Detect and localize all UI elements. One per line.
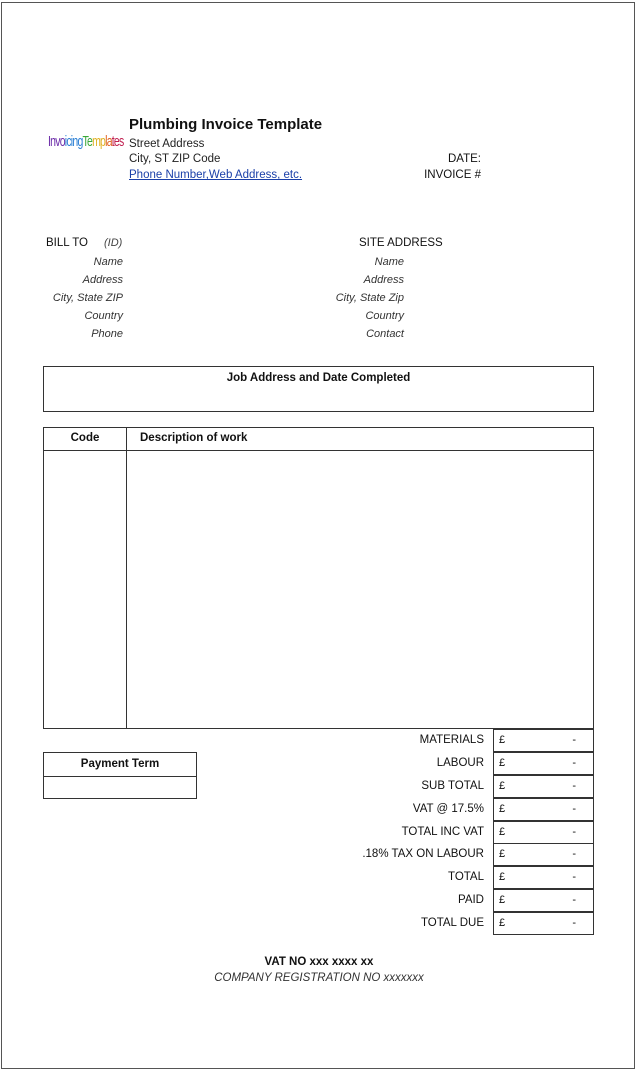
totals-value-cell[interactable] — [493, 821, 594, 844]
totals-row-paid — [300, 889, 594, 912]
totals-label: LABOUR — [436, 756, 484, 769]
invoice-title: Plumbing Invoice Template — [129, 116, 323, 133]
totals-value: - — [572, 917, 576, 930]
totals-value: - — [572, 756, 576, 769]
totals-value-cell[interactable] — [493, 912, 594, 935]
company-registration: COMPANY REGISTRATION NO xxxxxxx — [214, 972, 424, 984]
site-name: Name — [374, 256, 404, 268]
totals-value-cell[interactable] — [493, 729, 594, 752]
totals-label: TOTAL DUE — [420, 917, 484, 930]
currency-symbol: £ — [499, 917, 506, 930]
company-logo — [48, 128, 124, 156]
totals-label: PAID — [458, 894, 484, 907]
currency-symbol: £ — [499, 756, 506, 769]
totals-value: - — [572, 848, 576, 861]
currency-symbol: £ — [499, 779, 506, 792]
bill-to-title: BILL TO — [46, 237, 88, 249]
currency-symbol: £ — [499, 848, 506, 861]
totals-row-materials — [300, 729, 594, 752]
totals-row-subtotal — [300, 775, 594, 798]
logo-text: InvoicingTemplates — [48, 133, 124, 150]
totals-value-cell[interactable] — [493, 843, 594, 866]
date-label: DATE: — [447, 153, 481, 165]
site-country: Country — [365, 310, 404, 322]
currency-symbol: £ — [499, 734, 506, 746]
totals-row-tax-on-labour — [300, 843, 594, 866]
bill-to-country: Country — [84, 310, 123, 322]
site-address-fields — [336, 255, 404, 345]
totals-value-cell[interactable] — [493, 752, 594, 775]
totals-value: - — [572, 734, 576, 746]
payment-term-title: Payment Term — [44, 753, 196, 777]
site-address: Address — [363, 274, 404, 286]
currency-symbol: £ — [499, 871, 506, 884]
column-divider — [126, 428, 127, 728]
totals-row-vat — [300, 798, 594, 821]
totals-value: - — [572, 871, 576, 884]
totals-label: SUB TOTAL — [421, 779, 484, 792]
totals-row-total-inc-vat — [300, 821, 594, 844]
totals-value-cell[interactable] — [493, 775, 594, 798]
site-address-title: SITE ADDRESS — [359, 237, 443, 249]
bill-to-address: Address — [82, 274, 123, 286]
totals-label: VAT @ 17.5% — [412, 802, 484, 815]
totals-row-total — [300, 866, 594, 889]
bill-to-city: City, State ZIP — [52, 292, 123, 304]
totals-label: TOTAL INC VAT — [401, 825, 484, 838]
totals-label: TOTAL — [448, 871, 484, 884]
bill-to-fields — [53, 255, 123, 345]
payment-term-box[interactable] — [43, 752, 197, 799]
code-column-header: Code — [70, 432, 100, 444]
totals-value: - — [572, 802, 576, 815]
job-address-title: Job Address and Date Completed — [226, 372, 411, 384]
site-contact: Contact — [366, 328, 404, 340]
bill-to-id: (ID) — [104, 237, 123, 249]
site-city: City, State Zip — [335, 292, 404, 304]
totals-row-labour — [300, 752, 594, 775]
street-address: Street Address — [129, 138, 205, 150]
totals-value: - — [572, 894, 576, 907]
totals-table — [300, 729, 594, 935]
totals-row-total-due — [300, 912, 594, 935]
currency-symbol: £ — [499, 802, 506, 815]
currency-symbol: £ — [499, 894, 506, 907]
totals-value-cell[interactable] — [493, 798, 594, 821]
totals-value: - — [572, 779, 576, 792]
totals-value-cell[interactable] — [493, 866, 594, 889]
city-state-zip: City, ST ZIP Code — [129, 153, 221, 165]
description-column-header: Description of work — [140, 432, 248, 444]
job-address-box[interactable] — [43, 366, 594, 412]
vat-number: VAT NO xxx xxxx xx — [264, 956, 374, 968]
totals-value-cell[interactable] — [493, 889, 594, 912]
bill-to-phone: Phone — [91, 328, 123, 340]
totals-label: .18% TAX ON LABOUR — [362, 848, 484, 861]
currency-symbol: £ — [499, 825, 506, 838]
invoice-number-label: INVOICE # — [424, 169, 481, 181]
contact-link[interactable]: Phone Number,Web Address, etc. — [129, 169, 303, 181]
work-table — [43, 427, 594, 729]
totals-value: - — [572, 825, 576, 838]
totals-label: MATERIALS — [419, 734, 484, 746]
bill-to-name: Name — [93, 256, 123, 268]
